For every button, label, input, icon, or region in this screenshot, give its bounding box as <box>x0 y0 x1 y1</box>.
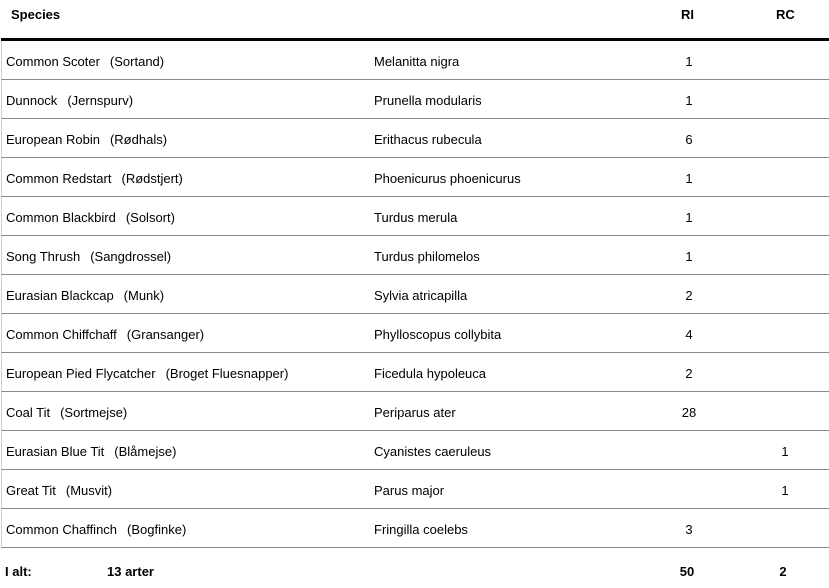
species-english-name: Common Chaffinch <box>6 522 118 537</box>
table-row <box>1 275 829 314</box>
species-danish-name: (Sortand) <box>109 54 165 69</box>
ri-count: 1 <box>685 171 693 186</box>
species-scientific-name: Turdus philomelos <box>374 249 480 264</box>
species-name-cell <box>6 483 112 498</box>
species-english-name: Common Blackbird <box>6 210 116 225</box>
species-name-cell <box>6 132 167 147</box>
species-scientific-name: Phoenicurus phoenicurus <box>374 171 521 186</box>
rc-count: 1 <box>781 444 789 459</box>
species-scientific-name: Fringilla coelebs <box>374 522 468 537</box>
species-danish-name: (Solsort) <box>125 210 175 225</box>
ri-count: 3 <box>685 522 693 537</box>
species-name-cell <box>6 366 288 381</box>
species-danish-name: (Sangdrossel) <box>90 249 172 264</box>
species-name-cell <box>6 249 171 264</box>
species-name-cell <box>6 444 176 459</box>
table-row <box>1 470 829 509</box>
species-english-name: European Pied Flycatcher <box>6 366 156 381</box>
species-table <box>1 41 829 548</box>
species-scientific-name: Erithacus rubecula <box>374 132 482 147</box>
species-danish-name: (Blåmejse) <box>114 444 177 459</box>
species-danish-name: (Gransanger) <box>126 327 205 342</box>
ri-count: 1 <box>685 93 693 108</box>
species-english-name: European Robin <box>6 132 100 147</box>
species-english-name: Eurasian Blue Tit <box>6 444 105 459</box>
species-english-name: Coal Tit <box>6 405 51 420</box>
species-name-cell <box>6 405 127 420</box>
table-header <box>0 0 829 38</box>
table-row <box>1 431 829 470</box>
species-danish-name: (Sortmejse) <box>60 405 128 420</box>
species-name-cell <box>6 54 164 69</box>
table-row <box>1 119 829 158</box>
total-ri: 50 <box>679 564 695 579</box>
species-scientific-name: Periparus ater <box>374 405 456 420</box>
species-danish-name: (Munk) <box>123 288 165 303</box>
species-danish-name: (Rødhals) <box>109 132 168 147</box>
species-english-name: Song Thrush <box>6 249 81 264</box>
table-row <box>1 392 829 431</box>
species-danish-name: (Rødstjert) <box>121 171 183 186</box>
species-english-name: Dunnock <box>6 93 58 108</box>
total-label: I alt: <box>5 564 32 579</box>
species-name-cell <box>6 327 204 342</box>
species-scientific-name: Prunella modularis <box>374 93 482 108</box>
table-row <box>1 158 829 197</box>
header-ri: RI <box>681 7 694 22</box>
ri-count: 1 <box>685 249 693 264</box>
ri-count: 1 <box>685 54 693 69</box>
species-name-cell <box>6 210 175 225</box>
table-row <box>1 236 829 275</box>
species-danish-name: (Musvit) <box>65 483 113 498</box>
table-row <box>1 353 829 392</box>
species-name-cell <box>6 171 183 186</box>
header-species: Species <box>11 7 61 22</box>
species-scientific-name: Turdus merula <box>374 210 458 225</box>
table-row <box>1 80 829 119</box>
ri-count: 1 <box>685 210 693 225</box>
table-row <box>1 197 829 236</box>
species-english-name: Eurasian Blackcap <box>6 288 114 303</box>
species-english-name: Common Scoter <box>6 54 100 69</box>
total-species-count: 13 arter <box>107 564 154 579</box>
species-danish-name: (Bogfinke) <box>127 522 187 537</box>
table-row <box>1 41 829 80</box>
species-english-name: Great Tit <box>6 483 56 498</box>
ri-count: 2 <box>685 366 693 381</box>
species-english-name: Common Redstart <box>6 171 112 186</box>
ri-count: 28 <box>681 405 697 420</box>
species-danish-name: (Jernspurv) <box>67 93 134 108</box>
ri-count: 2 <box>685 288 693 303</box>
species-english-name: Common Chiffchaff <box>6 327 117 342</box>
species-scientific-name: Ficedula hypoleuca <box>374 366 487 381</box>
species-name-cell <box>6 288 164 303</box>
total-rc: 2 <box>779 564 787 579</box>
species-danish-name: (Broget Fluesnapper) <box>165 366 289 381</box>
species-scientific-name: Cyanistes caeruleus <box>374 444 492 459</box>
species-scientific-name: Parus major <box>374 483 445 498</box>
rc-count: 1 <box>781 483 789 498</box>
ri-count: 4 <box>685 327 693 342</box>
total-row <box>0 560 829 588</box>
table-row <box>1 509 829 548</box>
species-scientific-name: Phylloscopus collybita <box>374 327 502 342</box>
species-name-cell <box>6 522 186 537</box>
species-name-cell <box>6 93 133 108</box>
ri-count: 6 <box>685 132 693 147</box>
species-scientific-name: Melanitta nigra <box>374 54 460 69</box>
species-scientific-name: Sylvia atricapilla <box>374 288 468 303</box>
table-row <box>1 314 829 353</box>
header-rc: RC <box>776 7 795 22</box>
